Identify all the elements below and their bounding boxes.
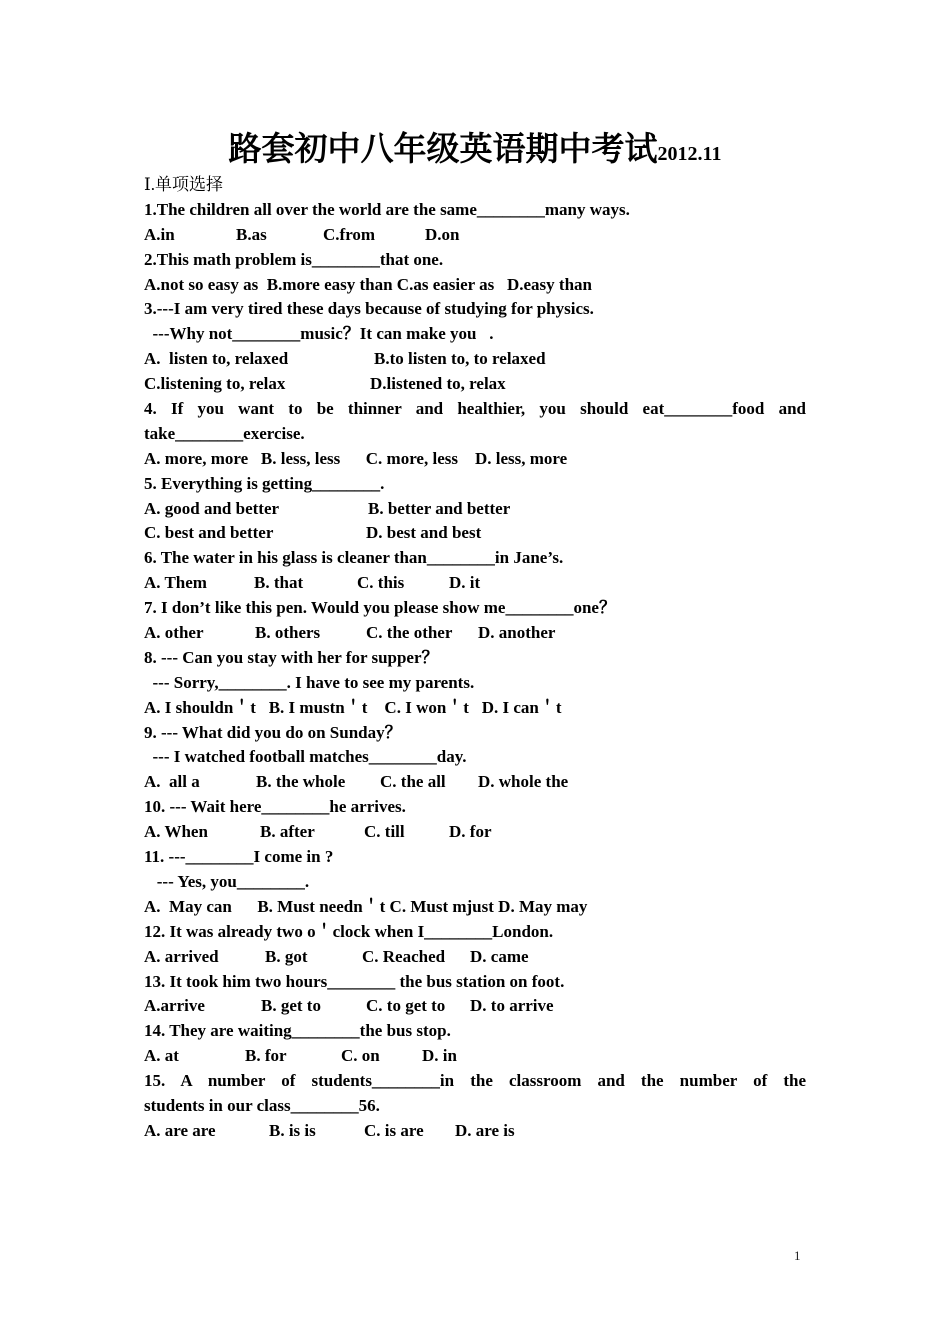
answer-option: C. is are (364, 1120, 424, 1140)
answer-option: A. listen to, relaxed (144, 349, 289, 369)
answer-option: B. better and better (368, 498, 511, 518)
answer-option: A. all a (144, 772, 200, 792)
answer-option: B. for (245, 1046, 287, 1066)
answer-option: B. is is (269, 1120, 316, 1140)
answer-option: C. on (341, 1046, 380, 1066)
option-line (144, 994, 806, 1019)
answer-option: A. arrived (144, 946, 219, 966)
question-text: 2.This math problem is________that one. (144, 249, 444, 269)
option-line (144, 223, 806, 248)
question-text: 3.---I am very tired these days because of studying for physics. (144, 299, 594, 319)
answer-option: A.in (144, 224, 175, 244)
option-line (144, 497, 806, 522)
question-text: take________exercise. (144, 423, 305, 443)
answer-option: A.arrive (144, 996, 205, 1016)
question-text: --- I watched football matches________day. (144, 747, 467, 767)
option-line (144, 1044, 806, 1069)
answer-option: B.to listen to, to relaxed (374, 349, 546, 369)
option-line (144, 347, 806, 372)
answer-option: C. the all (380, 772, 446, 792)
answer-option: A. are are (144, 1120, 216, 1140)
option-line (144, 820, 806, 845)
answer-option: C. best and better (144, 523, 274, 543)
question-text: A. I shouldn＇t B. I mustn＇t C. I won＇t D. I can＇t (144, 697, 562, 717)
answer-option: B. get to (261, 996, 321, 1016)
question-text: students in our class________56. (144, 1095, 380, 1115)
answer-option: B. the whole (256, 772, 346, 792)
answer-option: D. best and best (366, 523, 482, 543)
question-text: 4. If you want to be thinner and healthier, you should eat________food and (144, 399, 806, 419)
question-text: --- Yes, you________. (144, 871, 310, 891)
question-text: A.not so easy as B.more easy than C.as easier as D.easy than (144, 274, 592, 294)
question-text: 12. It was already two o＇clock when I________London. (144, 921, 554, 941)
title-main: 路套初中八年级英语期中考试 (228, 132, 658, 168)
answer-option: B.as (236, 224, 267, 244)
answer-option: D.listened to, relax (370, 374, 506, 394)
answer-option: A. When (144, 822, 208, 842)
page-number: 1 (794, 1248, 801, 1263)
answer-option: D. are is (455, 1120, 515, 1140)
answer-option: B. others (255, 623, 321, 643)
question-text: 1.The children all over the world are the same________many ways. (144, 199, 630, 219)
answer-option: B. that (254, 573, 304, 593)
section-heading: Ⅰ.单项选择 (144, 175, 223, 194)
question-text: A. May can B. Must needn＇t C. Must mjust D. May may (144, 896, 588, 916)
question-text: --- Sorry,________. I have to see my parents. (144, 672, 475, 692)
question-text: 13. It took him two hours________ the bus station on foot. (144, 971, 565, 991)
question-text: 9. --- What did you do on Sunday？ (144, 722, 402, 742)
answer-option: A. at (144, 1046, 179, 1066)
exam-content (144, 173, 806, 1144)
question-lines (144, 198, 806, 1144)
option-line (144, 945, 806, 970)
question-text: 8. --- Can you stay with her for supper？ (144, 647, 439, 667)
answer-option: C.from (323, 224, 376, 244)
answer-option: C. Reached (362, 946, 446, 966)
title-year: 2012.11 (657, 143, 722, 165)
question-text: ---Why not________music？It can make you . (144, 324, 494, 344)
option-line (144, 1119, 806, 1144)
answer-option: D.on (425, 224, 460, 244)
answer-option: C. this (357, 573, 405, 593)
answer-option: D. whole the (478, 772, 569, 792)
answer-option: B. got (265, 946, 308, 966)
answer-option: D. came (470, 946, 529, 966)
answer-option: D. another (478, 623, 556, 643)
answer-option: D. to arrive (470, 996, 554, 1016)
option-line (144, 621, 806, 646)
exam-title (0, 128, 950, 176)
answer-option: C. the other (366, 623, 453, 643)
answer-option: C.listening to, relax (144, 374, 286, 394)
answer-option: A. good and better (144, 498, 280, 518)
option-line (144, 571, 806, 596)
option-line (144, 521, 806, 546)
answer-option: D. for (449, 822, 492, 842)
option-line (144, 372, 806, 397)
question-text: 7. I don’t like this pen. Would you please show me________one？ (144, 598, 616, 618)
question-text: 10. --- Wait here________he arrives. (144, 797, 406, 817)
answer-option: C. till (364, 822, 405, 842)
option-line (144, 770, 806, 795)
answer-option: C. to get to (366, 996, 446, 1016)
question-text: 11. ---________I come in ? (144, 847, 334, 867)
question-text: 5. Everything is getting________. (144, 473, 385, 493)
answer-option: D. it (449, 573, 481, 593)
answer-option: A. Them (144, 573, 207, 593)
answer-option: B. after (260, 822, 315, 842)
answer-option: D. in (422, 1046, 457, 1066)
question-text: 14. They are waiting________the bus stop. (144, 1021, 451, 1041)
question-text: 6. The water in his glass is cleaner than________in Jane’s. (144, 548, 564, 568)
question-text: 15. A number of students________in the classroom and the number of the (144, 1071, 806, 1091)
question-text: A. more, more B. less, less C. more, less D. less, more (144, 448, 568, 468)
answer-option: A. other (144, 623, 204, 643)
